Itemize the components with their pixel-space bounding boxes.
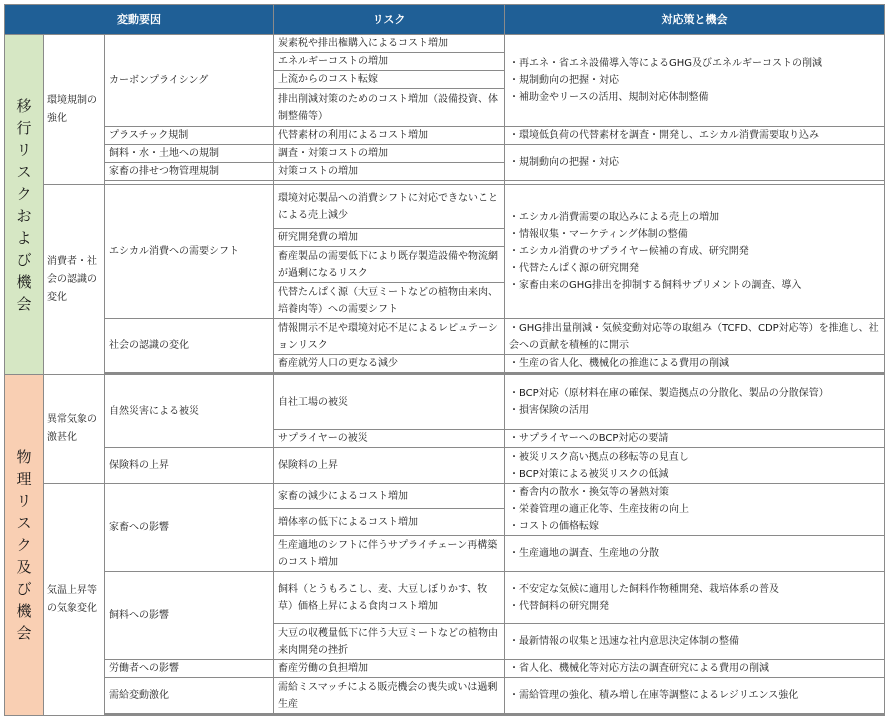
measure-insurance: ・被災リスク高い拠点の移転等の見直し ・BCP対策による被災リスクの低減 — [505, 448, 885, 484]
table-row — [5, 127, 885, 145]
measure-cell: ・生産適地の調査、生産地の分散 — [505, 536, 885, 572]
factor-feed: 飼料への影響 — [105, 572, 274, 660]
measure-feed: ・不安定な気候に適用した飼料作物種開発、栽培体系の普及 ・代替飼料の研究開発 — [505, 572, 885, 624]
table-row — [5, 448, 885, 484]
factor-workers: 労働者への影響 — [105, 660, 274, 678]
risk-cell: エネルギーコストの増加 — [274, 53, 505, 71]
factor-livestock: 家畜への影響 — [105, 484, 274, 572]
measure-disaster: ・BCP対応（原材料在庫の確保、製造拠点の分散化、製品の分散保管） ・損害保険の活用 — [505, 375, 885, 430]
header-risk: リスク — [274, 5, 505, 35]
risk-cell: 畜産製品の需要低下により既存製造設備や物流網が過剰になるリスク — [274, 247, 505, 283]
risk-cell: 調査・対策コストの増加 — [274, 145, 505, 163]
risk-cell: サプライヤーの被災 — [274, 430, 505, 448]
measure-cell: ・GHG排出量削減・気候変動対応等の取組み（TCFD、CDP対応等）を推進し、社会への貢献を積極的に開示 — [505, 319, 885, 355]
factor-supply-demand: 需給変動激化 — [105, 678, 274, 714]
subcategory-temperature-rise: 気温上昇等の気象変化 — [44, 484, 105, 716]
risk-cell: 炭素税や排出権購入によるコスト増加 — [274, 35, 505, 53]
table-row — [5, 375, 885, 430]
risk-cell: 飼料（とうもろこし、麦、大豆しぼりかす、牧草）価格上昇による食肉コスト増加 — [274, 572, 505, 624]
subcategory-env-regulation: 環境規制の強化 — [44, 35, 105, 185]
measure-cell: ・規制動向の把握・対応 — [505, 145, 885, 181]
risk-cell: 代替素材の利用によるコスト増加 — [274, 127, 505, 145]
factor-manure: 家畜の排せつ物管理規制 — [105, 163, 274, 181]
spacer-row — [5, 715, 885, 716]
risk-cell: 大豆の収穫量低下に伴う大豆ミートなどの植物由来肉開発の挫折 — [274, 624, 505, 660]
risk-cell: 環境対応製品への消費シフトに対応できないことによる売上減少 — [274, 185, 505, 229]
table-row — [5, 572, 885, 624]
risk-cell: 排出削減対策のためのコスト増加（設備投資、体制整備等） — [274, 89, 505, 127]
measure-cell: ・生産の省人化、機械化の推進による費用の削減 — [505, 355, 885, 373]
risk-cell: 畜産労働の負担増加 — [274, 660, 505, 678]
risk-cell: 情報開示不足や環境対応不足によるレピュテーションリスク — [274, 319, 505, 355]
header-measure: 対応策と機会 — [505, 5, 885, 35]
category-transition: 移行リスクおよび機会 — [5, 35, 44, 375]
category-physical: 物理リスク及び機会 — [5, 375, 44, 716]
factor-feed-water-land: 飼料・水・土地への規制 — [105, 145, 274, 163]
table-row — [5, 185, 885, 229]
risk-cell: 自社工場の被災 — [274, 375, 505, 430]
measure-cell: ・省人化、機械化等対応方法の調査研究による費用の削減 — [505, 660, 885, 678]
factor-carbon-pricing: カーボンプライシング — [105, 35, 274, 127]
climate-risk-table — [4, 4, 885, 716]
risk-cell: 家畜の減少によるコスト増加 — [274, 484, 505, 509]
risk-cell: 増体率の低下によるコスト増加 — [274, 509, 505, 536]
subcategory-consumer-perception: 消費者・社会の認識の変化 — [44, 185, 105, 375]
table-row — [5, 660, 885, 678]
table-row — [5, 678, 885, 714]
risk-cell: 研究開発費の増加 — [274, 229, 505, 247]
measure-cell: ・需給管理の強化、積み増し在庫等調整によるレジリエンス強化 — [505, 678, 885, 714]
risk-cell: 畜産就労人口の更なる減少 — [274, 355, 505, 373]
header-factor: 変動要因 — [5, 5, 274, 35]
factor-ethical-consumption: エシカル消費への需要シフト — [105, 185, 274, 319]
risk-cell: 代替たんぱく源（大豆ミートなどの植物由来肉、培養肉等）への需要シフト — [274, 283, 505, 319]
risk-cell: 上流からのコスト転嫁 — [274, 71, 505, 89]
measure-cell: ・サプライヤーへのBCP対応の要請 — [505, 430, 885, 448]
header-row — [5, 5, 885, 35]
table-row — [5, 35, 885, 53]
factor-plastic: プラスチック規制 — [105, 127, 274, 145]
table-row — [5, 484, 885, 509]
subcategory-extreme-weather: 異常気象の激甚化 — [44, 375, 105, 484]
risk-cell: 保険料の上昇 — [274, 448, 505, 484]
measure-carbon-pricing: ・再エネ・省エネ設備導入等によるGHG及びエネルギーコストの削減 ・規制動向の把握・対応 ・補助金やリースの活用、規制対応体制整備 — [505, 35, 885, 127]
factor-natural-disaster: 自然災害による被災 — [105, 375, 274, 448]
measure-cell: ・環境低負荷の代替素材を調査・開発し、エシカル消費需要取り込み — [505, 127, 885, 145]
measure-ethical: ・エシカル消費需要の取込みによる売上の増加 ・情報収集・マーケティング体制の整備 ・エシカル消費のサプライヤー候補の育成、研究開発 ・代替たんぱく源の研究開発 ・家畜由来のGHG排出を抑制する飼料サプリメントの調査、導入 — [505, 185, 885, 319]
risk-cell: 生産適地のシフトに伴うサプライチェーン再構築のコスト増加 — [274, 536, 505, 572]
factor-social-perception: 社会の認識の変化 — [105, 319, 274, 373]
table-row — [5, 319, 885, 355]
risk-cell: 需給ミスマッチによる販売機会の喪失或いは過剰生産 — [274, 678, 505, 714]
risk-cell: 対策コストの増加 — [274, 163, 505, 181]
table-row — [5, 145, 885, 163]
measure-cell: ・最新情報の収集と迅速な社内意思決定体制の整備 — [505, 624, 885, 660]
factor-insurance: 保険料の上昇 — [105, 448, 274, 484]
measure-livestock: ・畜舎内の散水・換気等の暑熱対策 ・栄養管理の適正化等、生産技術の向上 ・コストの価格転嫁 — [505, 484, 885, 536]
